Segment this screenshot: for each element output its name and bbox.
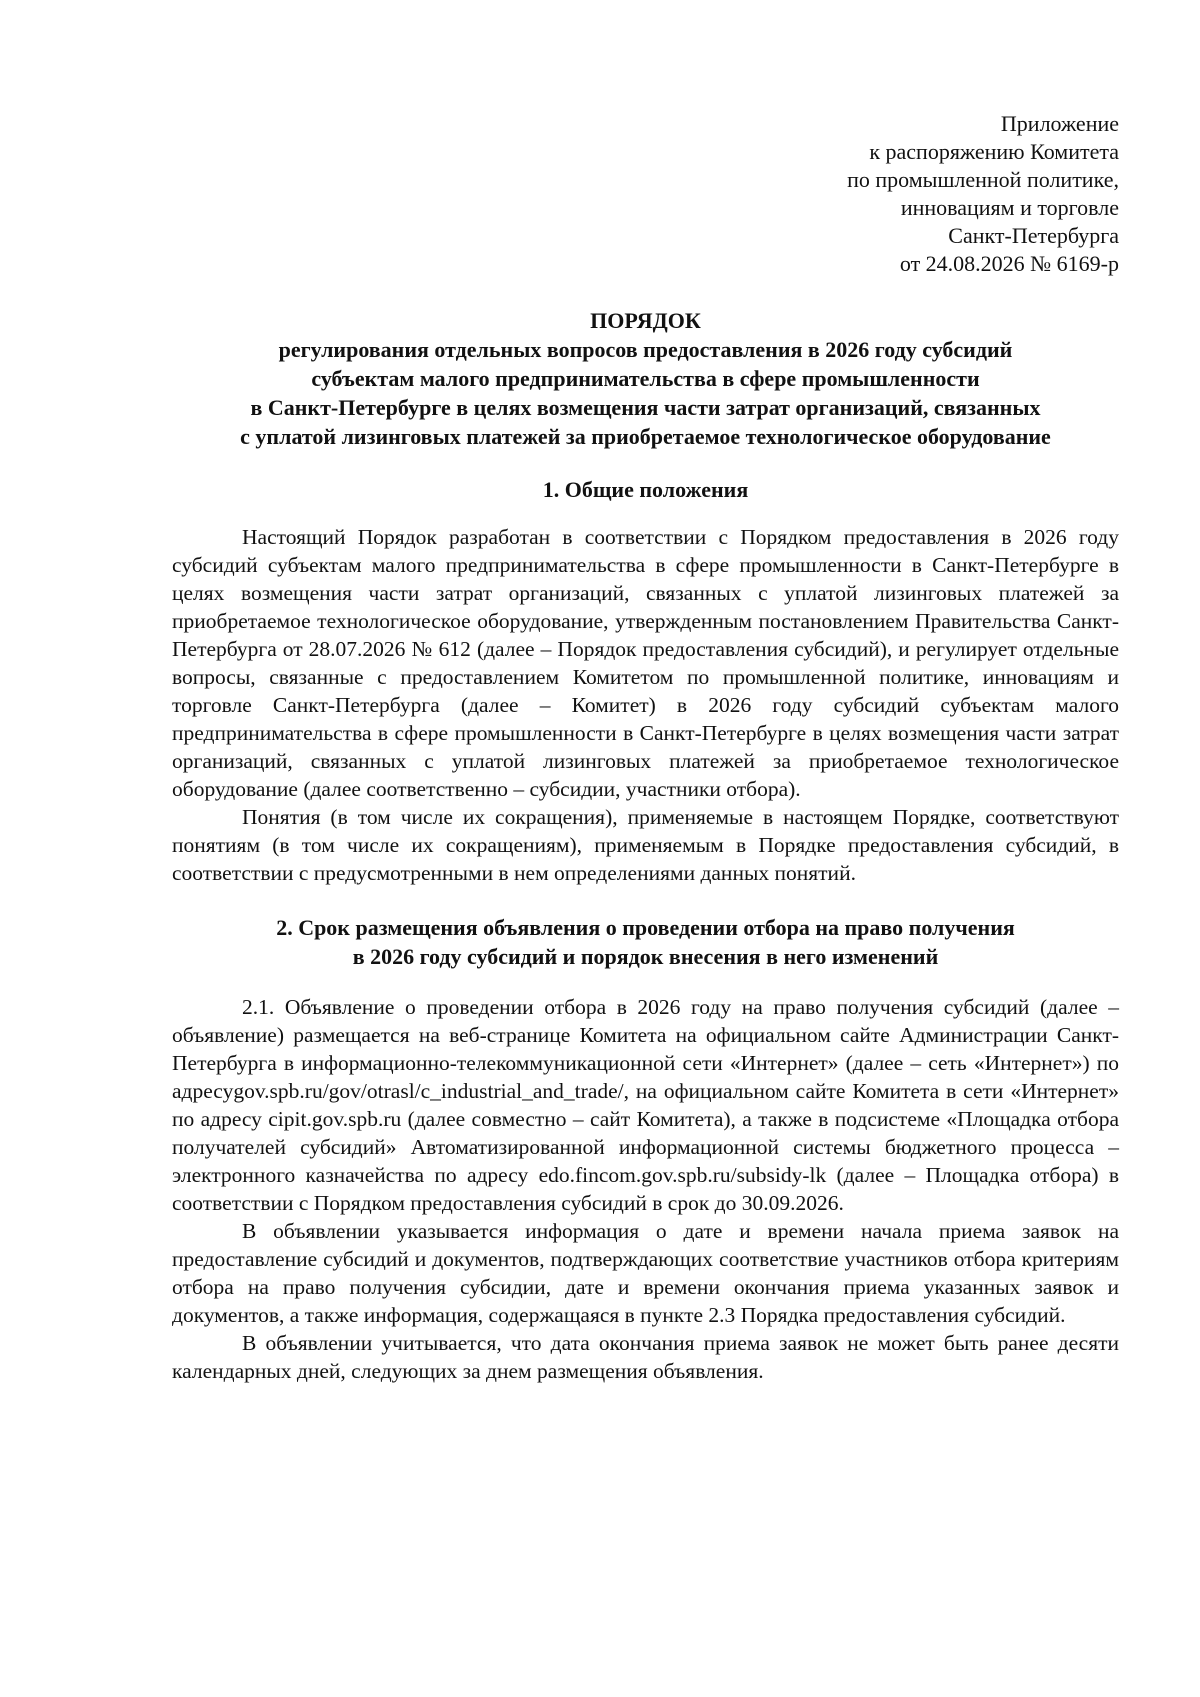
appendix-block <box>172 110 1119 278</box>
paragraph: Настоящий Порядок разработан в соответствии с Порядком предоставления в 2026 году субсидий субъектам малого предпринимательства в сфере промышленности в Санкт-Петербурге в целях возмещения части затрат организаций, связанных с уплатой лизинговых платежей за приобретаемое технологическое оборудование, утвержденным постановлением Правительства Санкт-Петербурга от 28.07.2026 № 612 (далее – Порядок предоставления субсидий), и регулирует отдельные вопросы, связанные с предоставлением Комитетом по промышленной политике, инновациям и торговле Санкт-Петербурга (далее – Комитет) в 2026 году субсидий субъектам малого предпринимательства в сфере промышленности в Санкт-Петербурге в целях возмещения части затрат организаций, связанных с уплатой лизинговых платежей за приобретаемое технологическое оборудование (далее соответственно – субсидии, участники отбора). <box>172 525 1119 801</box>
appendix-line: к распоряжению Комитета <box>869 139 1119 164</box>
appendix-line: по промышленной политике, <box>847 167 1119 192</box>
section-heading-line: 2. Срок размещения объявления о проведении отбора на право получения <box>276 915 1015 940</box>
title-line: с уплатой лизинговых платежей за приобретаемое технологическое оборудование <box>240 424 1051 449</box>
section-heading-line: 1. Общие положения <box>542 477 749 502</box>
paragraph: 2.1. Объявление о проведении отбора в 2026 году на право получения субсидий (далее – объявление) размещается на веб-странице Комитета на официальном сайте Администрации Санкт-Петербурга в информационно-телекоммуникационной сети «Интернет» (далее – сеть «Интернет») по адресуgov.spb.ru/gov/otrasl/c_industrial_and_trade/, на официальном сайте Комитета в сети «Интернет» по адресу cipit.gov.spb.ru (далее совместно – сайт Комитета), а также в подсистеме «Площадка отбора получателей субсидий» Автоматизированной информационной системы бюджетного процесса – электронного казначейства по адресу edo.fincom.gov.spb.ru/subsidy-lk (далее – Площадка отбора) в соответствии с Порядком предоставления субсидий в срок до 30.09.2026. <box>172 995 1119 1215</box>
section-heading-line: в 2026 году субсидий и порядок внесения в него изменений <box>352 944 939 969</box>
appendix-line: Приложение <box>1000 111 1119 136</box>
title-line: регулирования отдельных вопросов предоставления в 2026 году субсидий <box>278 337 1013 362</box>
title-line: субъектам малого предпринимательства в сфере промышленности <box>311 366 980 391</box>
paragraph: В объявлении учитывается, что дата окончания приема заявок не может быть ранее десяти календарных дней, следующих за днем размещения объявления. <box>172 1331 1119 1383</box>
section-heading <box>172 913 1119 971</box>
document-title <box>172 306 1119 451</box>
appendix-line: Санкт-Петербурга <box>948 223 1119 248</box>
appendix-line: инновациям и торговле <box>900 195 1119 220</box>
title-line: в Санкт-Петербурге в целях возмещения части затрат организаций, связанных <box>250 395 1041 420</box>
appendix-line: от 24.08.2026 № 6169-р <box>899 251 1119 276</box>
section-heading <box>172 475 1119 504</box>
paragraph: В объявлении указывается информация о дате и времени начала приема заявок на предоставление субсидий и документов, подтверждающих соответствие участников отбора критериям отбора на право получения субсидии, дате и времени окончания приема указанных заявок и документов, а также информация, содержащаяся в пункте 2.3 Порядка предоставления субсидий. <box>172 1219 1119 1327</box>
title-line: ПОРЯДОК <box>590 308 701 333</box>
paragraph: Понятия (в том числе их сокращения), применяемые в настоящем Порядке, соответствуют понятиям (в том числе их сокращениям), применяемым в Порядке предоставления субсидий, в соответствии с предусмотренными в нем определениями данных понятий. <box>172 805 1119 885</box>
document-page <box>172 110 1119 1385</box>
